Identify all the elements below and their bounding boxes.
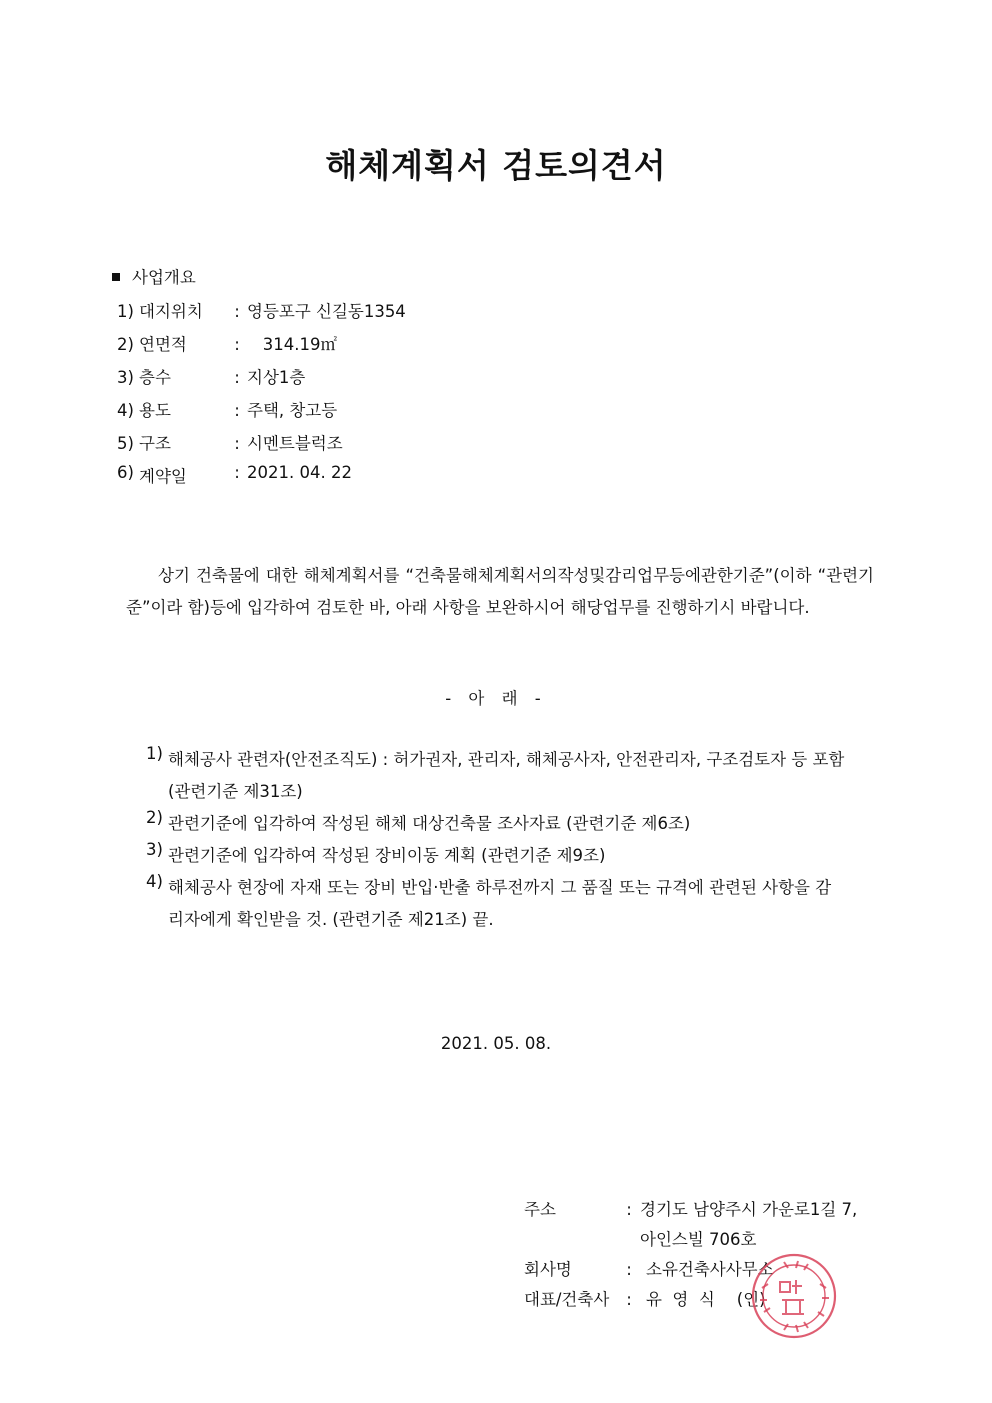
- list-number: 4): [146, 872, 163, 891]
- colon: :: [234, 401, 240, 420]
- overview-item-use: [117, 397, 337, 421]
- list-number: 2): [146, 808, 163, 827]
- overview-item-site: [117, 298, 406, 322]
- item-number: 1): [117, 302, 134, 321]
- signature-address: [524, 1196, 857, 1220]
- overview-item-contract-date: [117, 463, 352, 487]
- item-number: 6): [117, 463, 134, 482]
- colon: :: [234, 335, 240, 354]
- item-number: 4): [117, 401, 134, 420]
- list-text: 관련기준에 입각하여 작성된 장비이동 계획 (관련기준 제9조): [168, 846, 606, 865]
- overview-item-area: [117, 331, 337, 355]
- list-text: 해체공사 현장에 자재 또는 장비 반입·반출 하루전까지 그 품질 또는 규격에 관련된 사항을 감리자에게 확인받을 것. (관련기준 제21조) 끝.: [168, 878, 832, 929]
- list-text: 해체공사 관련자(안전조직도) : 허가권자, 관리자, 해체공사자, 안전관리자, 구조검토자 등 포함 (관련기준 제31조): [168, 750, 845, 801]
- item-value: 주택, 창고등: [247, 401, 338, 420]
- official-seal-stamp-icon: [750, 1252, 838, 1340]
- item-value: 시멘트블럭조: [247, 434, 343, 453]
- item-number: 3): [117, 368, 134, 387]
- company-label: 회사명: [524, 1260, 572, 1279]
- item-number: 2): [117, 335, 134, 354]
- colon: :: [234, 302, 240, 321]
- company-name: 소유건축사사무소: [646, 1260, 774, 1279]
- item-value: 314.19㎡: [247, 335, 337, 354]
- list-number: 3): [146, 840, 163, 859]
- square-bullet-icon: [112, 273, 120, 281]
- colon: :: [234, 434, 240, 453]
- signature-company: [524, 1256, 774, 1280]
- colon: :: [234, 368, 240, 387]
- overview-item-structure: [117, 430, 343, 454]
- item-value: 2021. 04. 22: [247, 463, 352, 482]
- list-number: 1): [146, 744, 163, 763]
- item-label: 연면적: [139, 335, 187, 354]
- representative-name: 유 영 식: [646, 1290, 715, 1309]
- item-value: 영등포구 신길동1354: [247, 302, 406, 321]
- below-heading: - 아 래 -: [445, 689, 547, 708]
- item-label: 구조: [139, 434, 171, 453]
- document-date: 2021. 05. 08.: [440, 1034, 552, 1053]
- colon: :: [234, 463, 240, 482]
- colon: :: [626, 1200, 632, 1219]
- seal-mark: (인): [736, 1290, 766, 1309]
- list-text: 관련기준에 입각하여 작성된 해체 대상건축물 조사자료 (관련기준 제6조): [168, 814, 691, 833]
- colon: :: [626, 1260, 632, 1279]
- colon: :: [626, 1290, 632, 1309]
- signature-representative: [524, 1286, 766, 1310]
- item-label: 용도: [139, 401, 171, 420]
- item-value: 지상1층: [247, 368, 306, 387]
- document-title: 해체계획서 검토의견서: [325, 146, 667, 185]
- item-number: 5): [117, 434, 134, 453]
- item-label: 층수: [139, 368, 171, 387]
- address-label: 주소: [524, 1200, 556, 1219]
- list-item: [146, 840, 846, 872]
- overview-item-floors: [117, 364, 305, 388]
- section-heading-overview: [112, 264, 196, 288]
- representative-label: 대표/건축사: [524, 1290, 610, 1309]
- address-line-2: 아인스빌 706호: [640, 1230, 757, 1249]
- item-label: 대지위치: [139, 302, 203, 321]
- section-heading-text: 사업개요: [132, 268, 196, 287]
- address-line-1: 경기도 남양주시 가운로1길 7,: [640, 1200, 858, 1219]
- list-item: [146, 808, 846, 840]
- list-item: [146, 872, 846, 936]
- list-item: [146, 744, 846, 808]
- body-paragraph: 상기 건축물에 대한 해체계획서를 “건축물해체계획서의작성및감리업무등에관한기준”(이하 “관련기준”이라 함)등에 입각하여 검토한 바, 아래 사항을 보완하시어 해당업무를 진행하기시 바랍니다.: [126, 566, 874, 617]
- item-label: 계약일: [139, 467, 187, 486]
